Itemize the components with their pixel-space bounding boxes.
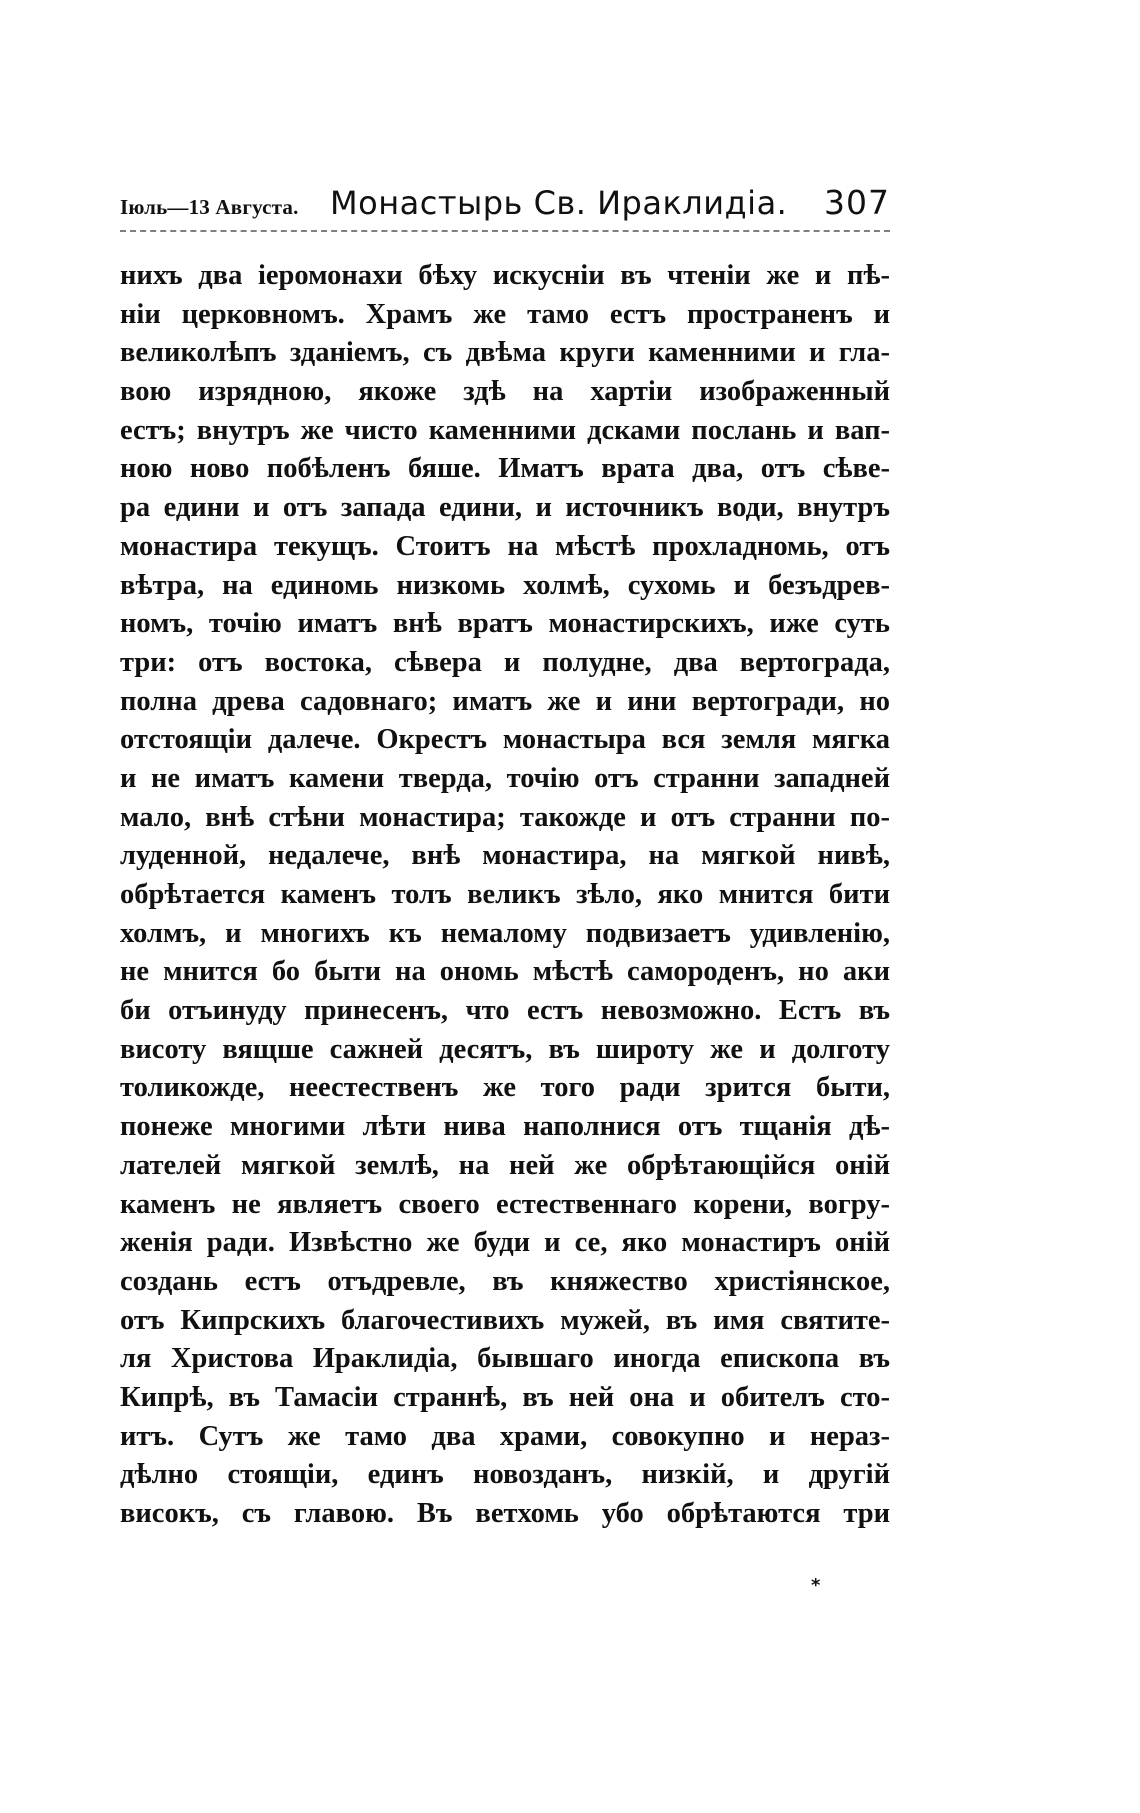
text-line: полна древа садовнаго; иматъ же и ини вертогради, но xyxy=(120,685,890,717)
text-line: Кипрѣ, въ Тамасіи страннѣ, въ ней она и обителъ сто- xyxy=(120,1381,890,1413)
text-line: итъ. Сутъ же тамо два храми, совокупно и нераз- xyxy=(120,1420,890,1452)
text-line: три: отъ востока, сѣвера и полудне, два вертограда, xyxy=(120,646,890,678)
header-date-range: Іюль—13 Августа. xyxy=(120,195,299,219)
text-line: вѣтра, на единомь низкомь холмѣ, сухомь и безъдрев- xyxy=(120,569,890,601)
footnote-mark: * xyxy=(811,1575,821,1596)
text-line: луденной, недалече, внѣ монастира, на мягкой нивѣ, xyxy=(120,840,890,872)
text-line: вою изрядною, якоже здѣ на хартіи изображенный xyxy=(120,376,890,408)
text-line: женія ради. Извѣстно же буди и се, яко монастиръ оній xyxy=(120,1227,890,1259)
text-line: високъ, съ главою. Въ ветхомь убо обрѣтаются три xyxy=(120,1498,890,1529)
text-line: монастира текущъ. Стоитъ на мѣстѣ прохладномь, отъ xyxy=(120,530,890,562)
text-line: не мнится бо быти на ономь мѣстѣ самороденъ, но аки xyxy=(120,956,890,988)
text-line: лателей мягкой землѣ, на ней же обрѣтающійся оній xyxy=(120,1149,890,1181)
text-line: ною ново побѣленъ бяше. Иматъ врата два, отъ сѣве- xyxy=(120,453,890,485)
text-line: би отъинуду принесенъ, что естъ невозможно. Естъ въ xyxy=(120,995,890,1027)
text-line: нихъ два іеромонахи бѣху искусніи въ чтеніи же и пѣ- xyxy=(120,260,890,291)
text-line: ра едини и отъ запада едини, и источникъ води, внутръ xyxy=(120,492,890,524)
text-line: понеже многими лѣти нива наполнися отъ тщанія дѣ- xyxy=(120,1111,890,1143)
text-line: отстоящіи далече. Окрестъ монастыра вся земля мягка xyxy=(120,724,890,756)
text-line: и не иматъ камени тверда, точію отъ странни западней xyxy=(120,762,890,794)
text-line: дѣлно стоящіи, единъ новозданъ, низкій, и другій xyxy=(120,1459,890,1491)
text-line: холмъ, и многихъ къ немалому подвизаетъ удивленію, xyxy=(120,917,890,949)
text-line: отъ Кипрскихъ благочестивихъ мужей, въ имя святите- xyxy=(120,1304,890,1336)
running-header xyxy=(120,182,890,226)
text-line: великолѣпъ зданіемъ, съ двѣма круги каменними и гла- xyxy=(120,337,890,369)
text-line: создань естъ отъдревле, въ княжество христіянское, xyxy=(120,1265,890,1297)
text-line: мало, внѣ стѣни монастира; такожде и отъ странни по- xyxy=(120,801,890,833)
text-line: висоту вящше сажней десятъ, въ широту же и долготу xyxy=(120,1033,890,1065)
text-line: обрѣтается каменъ толъ великъ зѣло, яко мнится бити xyxy=(120,879,890,910)
header-rule xyxy=(120,230,890,232)
header-title: Монастырь Св. Ираклидіа. xyxy=(330,184,788,222)
text-line: толикожде, неестественъ же того ради зрится быти, xyxy=(120,1072,890,1104)
text-line: ля Христова Ираклидіа, бывшаго иногда епископа въ xyxy=(120,1343,890,1375)
text-line: каменъ не являетъ своего естественнаго корени, вогру- xyxy=(120,1188,890,1220)
text-line: ніи церковномъ. Храмъ же тамо естъ пространенъ и xyxy=(120,298,890,330)
text-line: естъ; внутръ же чисто каменними дсками послань и вап- xyxy=(120,414,890,446)
text-line: номъ, точію иматъ внѣ вратъ монастирскихъ, иже суть xyxy=(120,608,890,640)
page-number: 307 xyxy=(824,183,890,222)
body-text xyxy=(120,257,890,1534)
